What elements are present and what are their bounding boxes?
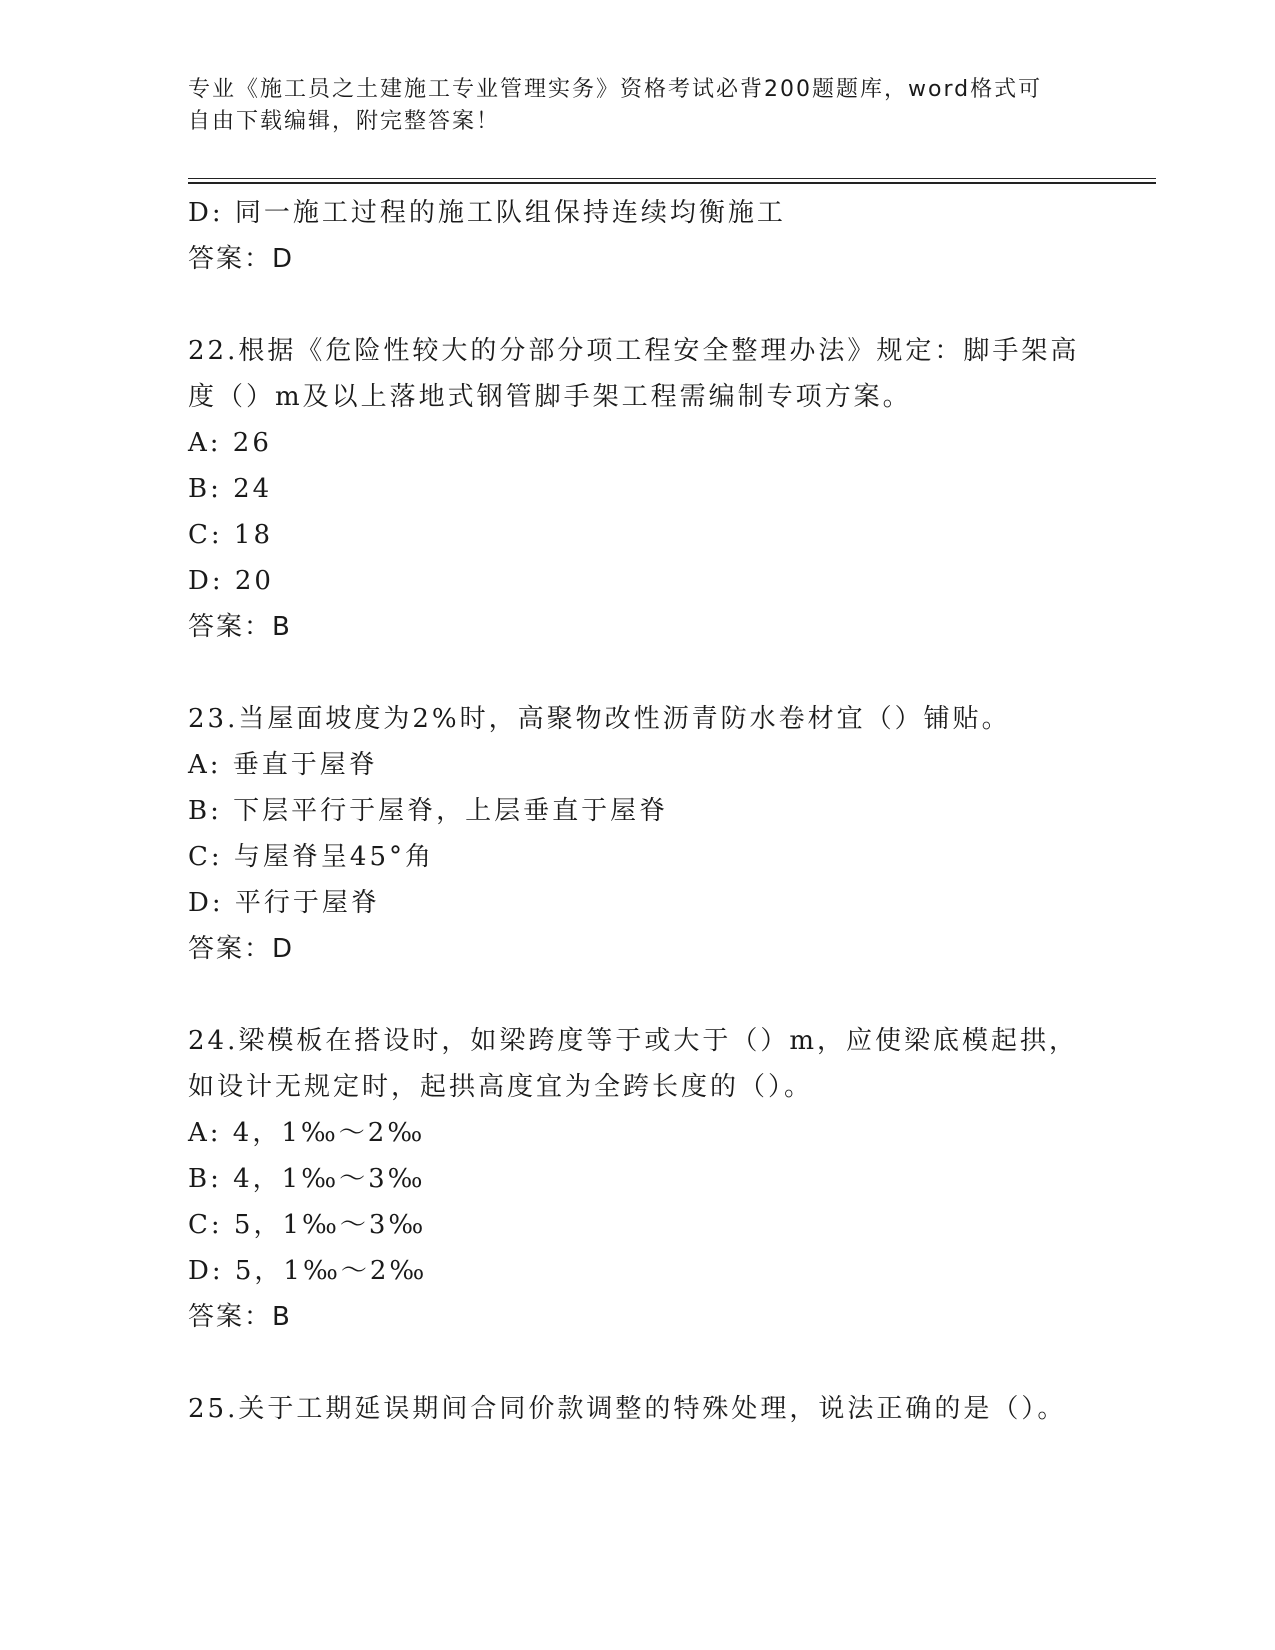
answer: 答案：D xyxy=(188,934,295,964)
option-d: D: 平行于屋脊 xyxy=(188,888,380,918)
option-d: D: 同一施工过程的施工队组保持连续均衡施工 xyxy=(188,198,786,228)
question-21 xyxy=(188,190,1128,282)
question-25 xyxy=(188,1386,1128,1432)
question-stem: 如设计无规定时，起拱高度宜为全跨长度的（）。 xyxy=(188,1072,814,1102)
option-c: C: 18 xyxy=(188,520,274,550)
question-stem: 24.梁模板在搭设时，如梁跨度等于或大于（）m，应使梁底模起拱， xyxy=(188,1026,1079,1056)
answer: 答案：B xyxy=(188,1302,292,1332)
option-d: D: 20 xyxy=(188,566,274,596)
option-a: A: 4，1‰～2‰ xyxy=(188,1118,426,1148)
header-line-1: 专业《施工员之土建施工专业管理实务》资格考试必背200题题库，word格式可 xyxy=(188,77,1043,102)
spacer xyxy=(188,972,1128,1018)
question-24 xyxy=(188,1018,1128,1340)
question-23 xyxy=(188,696,1128,972)
option-b: B: 4，1‰～3‰ xyxy=(188,1164,426,1194)
spacer xyxy=(188,282,1128,328)
question-stem: 度（）m及以上落地式钢管脚手架工程需编制专项方案。 xyxy=(188,382,912,412)
question-stem: 22.根据《危险性较大的分部分项工程安全整理办法》规定：脚手架高 xyxy=(188,336,1080,366)
option-a: A: 垂直于屋脊 xyxy=(188,750,378,780)
question-stem: 23.当屋面坡度为2%时，高聚物改性沥青防水卷材宜（）铺贴。 xyxy=(188,704,1011,734)
header-divider-thick xyxy=(188,182,1156,184)
option-b: B: 24 xyxy=(188,474,273,504)
option-a: A: 26 xyxy=(188,428,272,458)
document-body xyxy=(188,190,1128,1432)
option-b: B: 下层平行于屋脊，上层垂直于屋脊 xyxy=(188,796,669,826)
spacer xyxy=(188,1340,1128,1386)
answer: 答案：D xyxy=(188,244,295,274)
spacer xyxy=(188,650,1128,696)
option-c: C: 5，1‰～3‰ xyxy=(188,1210,427,1240)
option-d: D: 5，1‰～2‰ xyxy=(188,1256,428,1286)
question-22 xyxy=(188,328,1128,650)
header-divider-thin xyxy=(188,178,1156,179)
option-c: C: 与屋脊呈45°角 xyxy=(188,842,435,872)
question-stem: 25.关于工期延误期间合同价款调整的特殊处理，说法正确的是（）。 xyxy=(188,1394,1067,1424)
header-line-2: 自由下载编辑，附完整答案！ xyxy=(188,109,501,134)
document-header xyxy=(188,74,1088,138)
answer: 答案：B xyxy=(188,612,292,642)
